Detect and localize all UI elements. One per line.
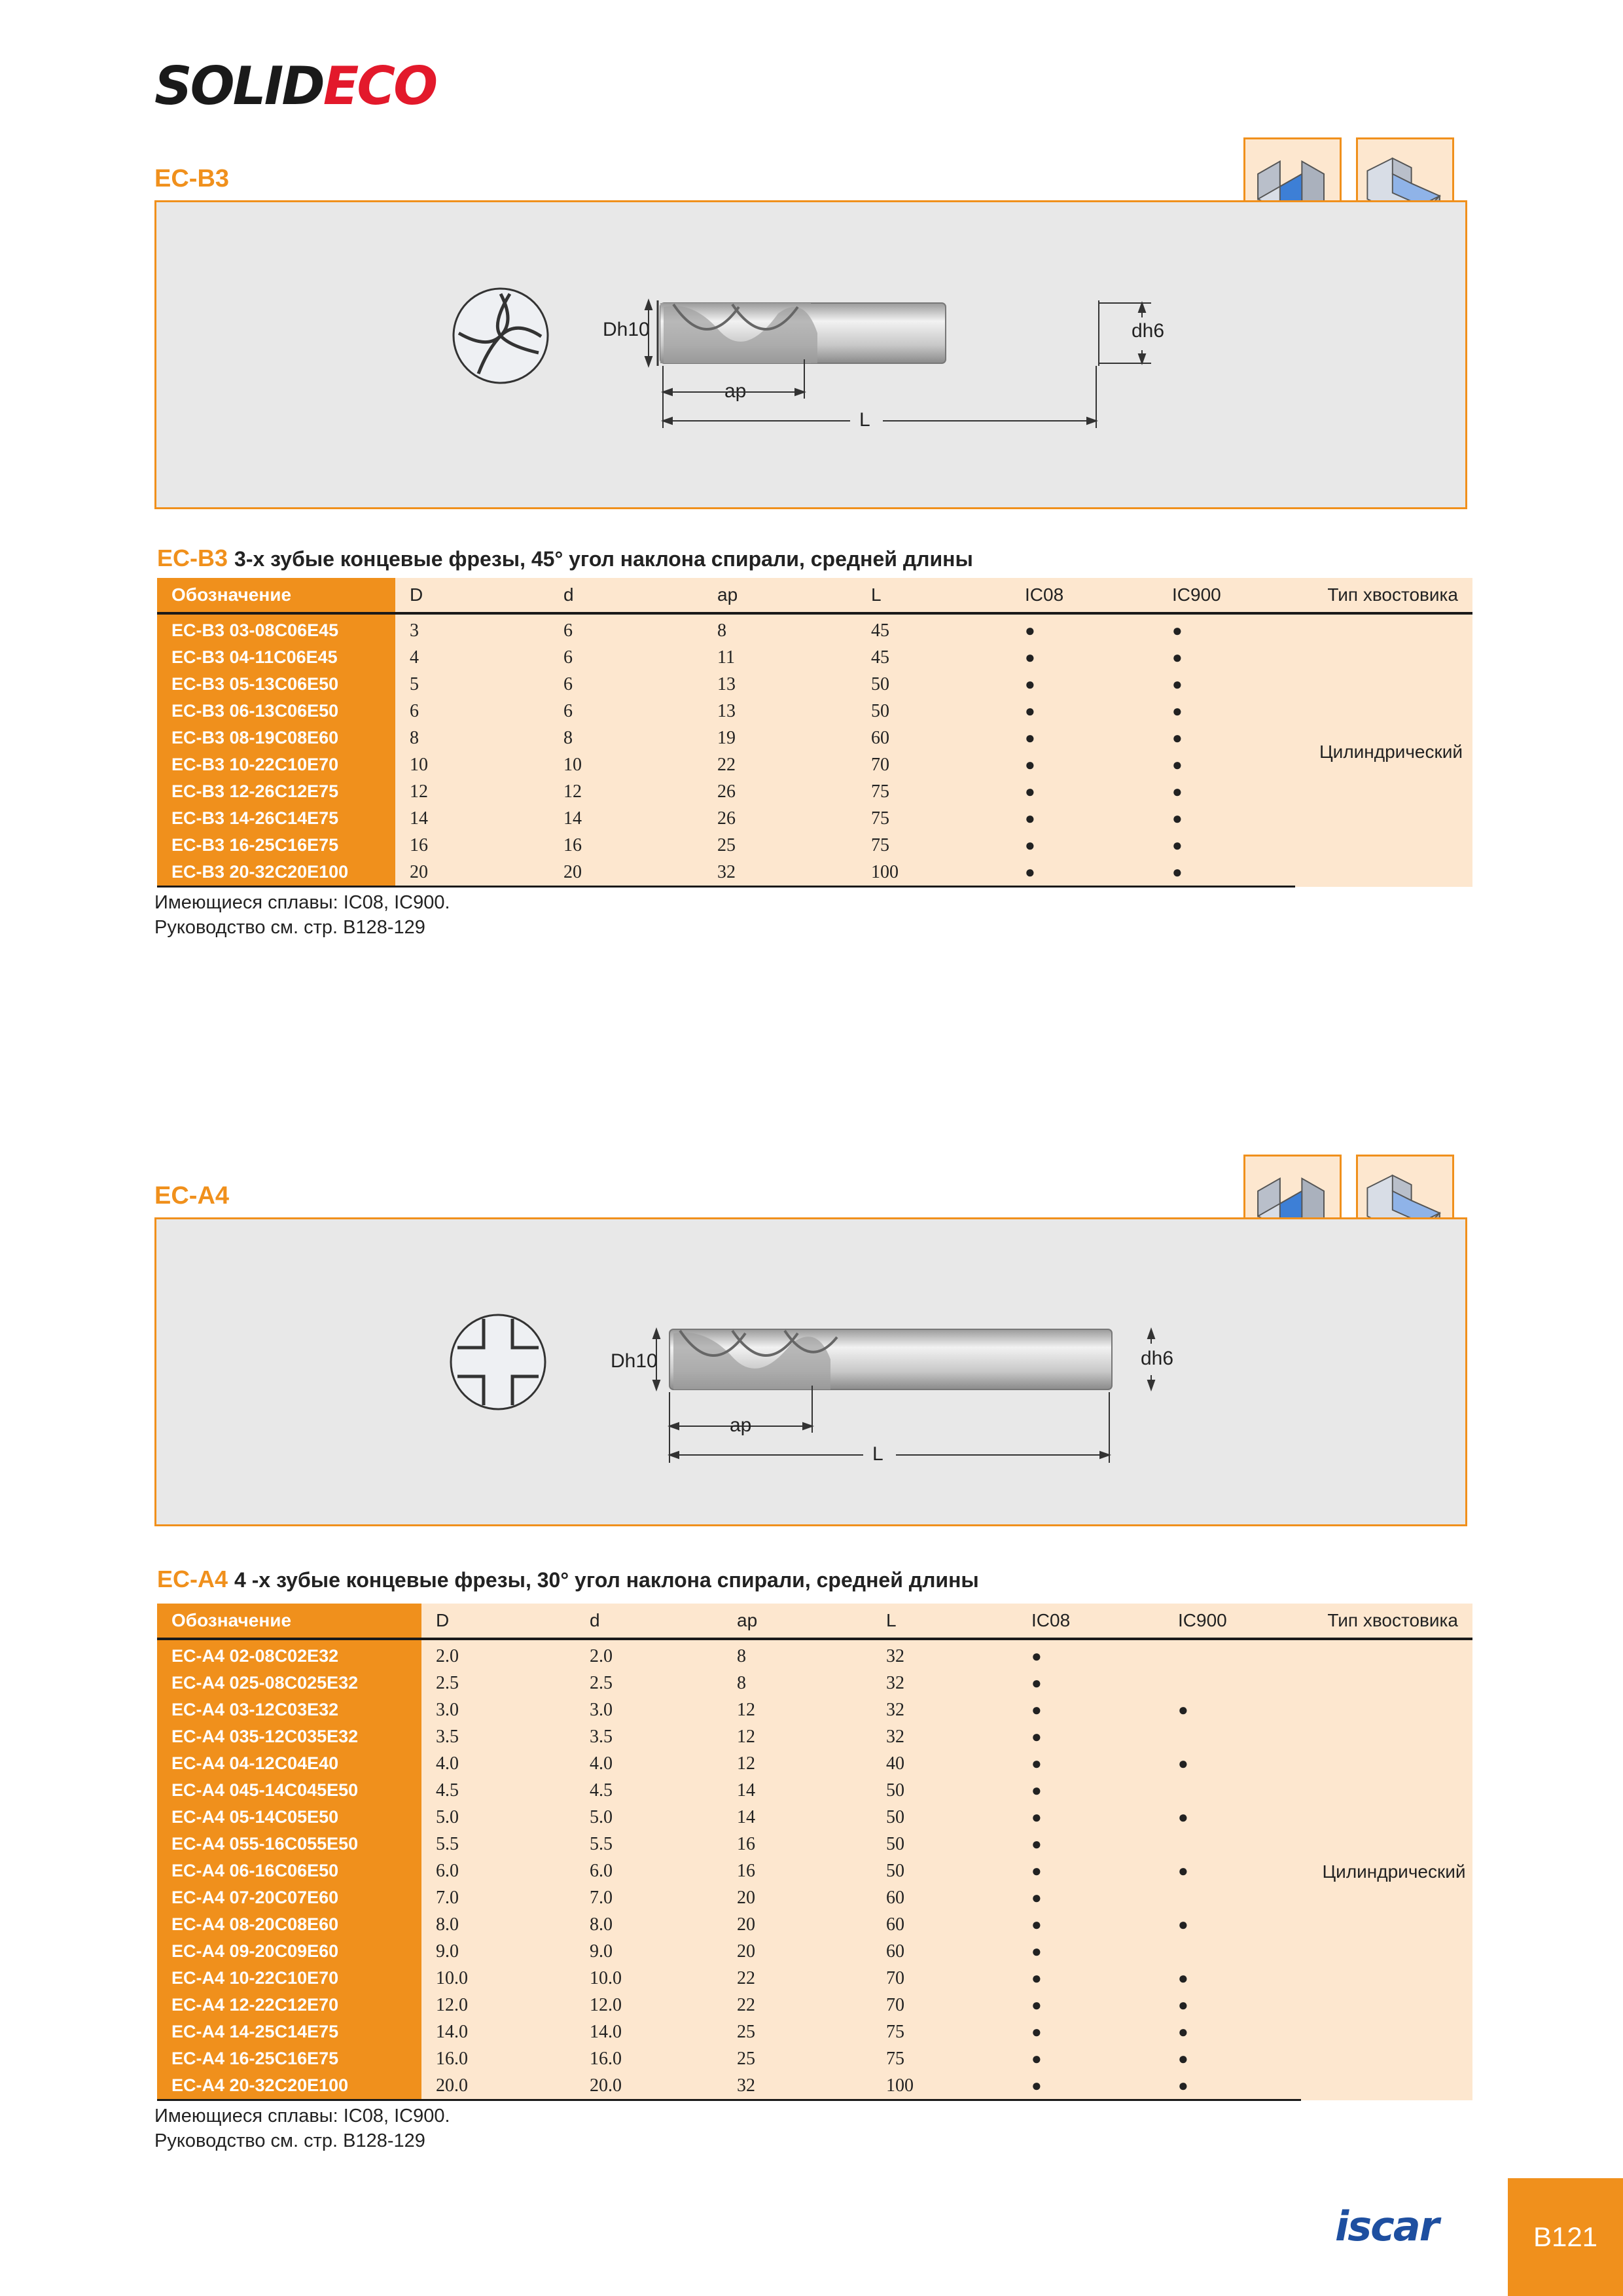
cross-section-icon xyxy=(451,1315,545,1409)
col-header-D: D xyxy=(395,578,549,613)
D-cell: 8 xyxy=(395,725,549,751)
designation-cell: EC-A4 045-14C045E50 xyxy=(157,1777,421,1804)
d-cell: 3.5 xyxy=(575,1723,722,1750)
ic08-cell: ● xyxy=(1017,1884,1164,1911)
ap-cell: 22 xyxy=(722,1992,872,2018)
designation-cell: EC-B3 05-13C06E50 xyxy=(157,671,395,698)
logo-part-eco: ECO xyxy=(323,56,437,117)
table-row xyxy=(157,644,1472,671)
D-cell: 2.5 xyxy=(421,1670,575,1696)
ic08-cell: ● xyxy=(1017,1938,1164,1965)
label-L: L xyxy=(872,1443,883,1465)
D-cell: 14.0 xyxy=(421,2018,575,2045)
D-cell: 20.0 xyxy=(421,2072,575,2100)
note-guide: Руководство см. стр. B128-129 xyxy=(154,917,425,938)
ap-cell: 22 xyxy=(722,1965,872,1992)
ap-cell: 26 xyxy=(703,805,857,832)
table-row xyxy=(157,1670,1472,1696)
table-row xyxy=(157,1965,1472,1992)
ic08-cell: ● xyxy=(1017,1831,1164,1857)
ic900-cell: ● xyxy=(1158,671,1295,698)
col-header-ic900: IC900 xyxy=(1164,1604,1301,1639)
designation-cell: EC-B3 16-25C16E75 xyxy=(157,832,395,859)
L-cell: 45 xyxy=(857,644,1010,671)
designation-cell: EC-B3 03-08C06E45 xyxy=(157,613,395,644)
L-cell: 32 xyxy=(872,1639,1017,1670)
ap-cell: 8 xyxy=(722,1639,872,1670)
ic08-cell: ● xyxy=(1010,698,1158,725)
label-dh10: Dh10 xyxy=(611,1350,658,1372)
d-cell: 16.0 xyxy=(575,2045,722,2072)
L-cell: 75 xyxy=(857,778,1010,805)
designation-cell: EC-A4 025-08C025E32 xyxy=(157,1670,421,1696)
ap-cell: 22 xyxy=(703,751,857,778)
ic08-cell: ● xyxy=(1017,1992,1164,2018)
notes-ec-b3 xyxy=(154,890,450,940)
ap-cell: 19 xyxy=(703,725,857,751)
D-cell: 20 xyxy=(395,859,549,887)
L-cell: 60 xyxy=(872,1911,1017,1938)
L-cell: 50 xyxy=(872,1857,1017,1884)
designation-cell: EC-B3 20-32C20E100 xyxy=(157,859,395,887)
d-cell: 16 xyxy=(549,832,703,859)
label-L: L xyxy=(859,409,870,431)
table-header-row xyxy=(157,578,1472,613)
ic900-cell: ● xyxy=(1164,1750,1301,1777)
L-cell: 70 xyxy=(857,751,1010,778)
L-cell: 40 xyxy=(872,1750,1017,1777)
D-cell: 16 xyxy=(395,832,549,859)
notes-ec-a4 xyxy=(154,2104,450,2153)
designation-cell: EC-B3 10-22C10E70 xyxy=(157,751,395,778)
d-cell: 6 xyxy=(549,613,703,644)
ic900-cell: ● xyxy=(1158,698,1295,725)
ap-cell: 26 xyxy=(703,778,857,805)
shank-type-cell: Цилиндрический xyxy=(1295,613,1472,887)
ic900-cell: ● xyxy=(1158,644,1295,671)
ap-cell: 12 xyxy=(722,1750,872,1777)
note-alloys: Имеющиеся сплавы: IC08, IC900. xyxy=(154,892,450,913)
d-cell: 2.5 xyxy=(575,1670,722,1696)
spec-table-ec-b3 xyxy=(157,578,1472,888)
designation-cell: EC-B3 04-11C06E45 xyxy=(157,644,395,671)
label-dh10: Dh10 xyxy=(603,319,650,340)
designation-cell: EC-A4 07-20C07E60 xyxy=(157,1884,421,1911)
L-cell: 75 xyxy=(872,2018,1017,2045)
ic900-cell: ● xyxy=(1158,613,1295,644)
d-cell: 6 xyxy=(549,644,703,671)
L-cell: 70 xyxy=(872,1965,1017,1992)
designation-cell: EC-A4 06-16C06E50 xyxy=(157,1857,421,1884)
ap-cell: 12 xyxy=(722,1723,872,1750)
ic900-cell xyxy=(1164,1884,1301,1911)
ic900-cell: ● xyxy=(1164,2072,1301,2100)
designation-cell: EC-B3 12-26C12E75 xyxy=(157,778,395,805)
d-cell: 9.0 xyxy=(575,1938,722,1965)
table-row xyxy=(157,613,1472,644)
D-cell: 10.0 xyxy=(421,1965,575,1992)
d-cell: 20.0 xyxy=(575,2072,722,2100)
table-row xyxy=(157,1696,1472,1723)
table-row xyxy=(157,1911,1472,1938)
ic08-cell: ● xyxy=(1017,1857,1164,1884)
tool-drawing-ec-b3 xyxy=(154,200,1467,509)
ic08-cell: ● xyxy=(1017,1639,1164,1670)
L-cell: 50 xyxy=(857,671,1010,698)
table-row xyxy=(157,671,1472,698)
ic900-cell: ● xyxy=(1158,725,1295,751)
designation-cell: EC-A4 02-08C02E32 xyxy=(157,1639,421,1670)
col-header-L: L xyxy=(872,1604,1017,1639)
D-cell: 4.0 xyxy=(421,1750,575,1777)
table-row xyxy=(157,698,1472,725)
ap-cell: 32 xyxy=(703,859,857,887)
iscar-logo: iscar xyxy=(1335,2202,1438,2250)
ap-cell: 20 xyxy=(722,1911,872,1938)
designation-cell: EC-A4 10-22C10E70 xyxy=(157,1965,421,1992)
ic08-cell: ● xyxy=(1017,1723,1164,1750)
ap-cell: 13 xyxy=(703,671,857,698)
table-row xyxy=(157,1884,1472,1911)
table-row xyxy=(157,1992,1472,2018)
designation-cell: EC-A4 12-22C12E70 xyxy=(157,1992,421,2018)
L-cell: 60 xyxy=(857,725,1010,751)
ic900-cell: ● xyxy=(1158,859,1295,887)
D-cell: 8.0 xyxy=(421,1911,575,1938)
designation-cell: EC-A4 14-25C14E75 xyxy=(157,2018,421,2045)
ic900-cell: ● xyxy=(1158,778,1295,805)
table-header-row xyxy=(157,1604,1472,1639)
ic900-cell xyxy=(1164,1777,1301,1804)
ic900-cell: ● xyxy=(1164,1992,1301,2018)
ic900-cell: ● xyxy=(1158,832,1295,859)
ic08-cell: ● xyxy=(1017,1670,1164,1696)
d-cell: 12 xyxy=(549,778,703,805)
table-code: EC-B3 xyxy=(157,545,228,571)
ic900-cell: ● xyxy=(1164,2018,1301,2045)
ap-cell: 20 xyxy=(722,1884,872,1911)
col-header-D: D xyxy=(421,1604,575,1639)
designation-cell: EC-B3 08-19C08E60 xyxy=(157,725,395,751)
label-dh6: dh6 xyxy=(1141,1348,1174,1369)
page-number: B121 xyxy=(1508,2178,1623,2296)
label-ap: ap xyxy=(724,380,747,402)
ic08-cell: ● xyxy=(1017,1750,1164,1777)
L-cell: 32 xyxy=(872,1696,1017,1723)
D-cell: 3.0 xyxy=(421,1696,575,1723)
table-row xyxy=(157,805,1472,832)
D-cell: 9.0 xyxy=(421,1938,575,1965)
ap-cell: 14 xyxy=(722,1777,872,1804)
ap-cell: 12 xyxy=(722,1696,872,1723)
D-cell: 16.0 xyxy=(421,2045,575,2072)
ic08-cell: ● xyxy=(1017,2045,1164,2072)
note-guide: Руководство см. стр. B128-129 xyxy=(154,2130,425,2151)
ic08-cell: ● xyxy=(1017,2018,1164,2045)
D-cell: 5.5 xyxy=(421,1831,575,1857)
ap-cell: 25 xyxy=(722,2045,872,2072)
D-cell: 3 xyxy=(395,613,549,644)
designation-cell: EC-A4 035-12C035E32 xyxy=(157,1723,421,1750)
ic900-cell xyxy=(1164,1723,1301,1750)
section-title-ec-b3: EC-B3 xyxy=(154,165,230,192)
L-cell: 50 xyxy=(872,1831,1017,1857)
ap-cell: 25 xyxy=(722,2018,872,2045)
L-cell: 60 xyxy=(872,1938,1017,1965)
col-header-d: d xyxy=(575,1604,722,1639)
d-cell: 2.0 xyxy=(575,1639,722,1670)
col-header-ap: ap xyxy=(703,578,857,613)
d-cell: 14 xyxy=(549,805,703,832)
col-header-ic900: IC900 xyxy=(1158,578,1295,613)
L-cell: 50 xyxy=(857,698,1010,725)
D-cell: 3.5 xyxy=(421,1723,575,1750)
ic900-cell: ● xyxy=(1164,1804,1301,1831)
label-dh6: dh6 xyxy=(1132,320,1165,342)
ap-cell: 11 xyxy=(703,644,857,671)
ic08-cell: ● xyxy=(1010,671,1158,698)
ic08-cell: ● xyxy=(1010,805,1158,832)
L-cell: 32 xyxy=(872,1723,1017,1750)
table-row xyxy=(157,1777,1472,1804)
L-cell: 100 xyxy=(857,859,1010,887)
ic08-cell: ● xyxy=(1010,725,1158,751)
ic08-cell: ● xyxy=(1017,1911,1164,1938)
ic900-cell: ● xyxy=(1158,751,1295,778)
col-header-designation: Обозначение xyxy=(157,578,395,613)
L-cell: 32 xyxy=(872,1670,1017,1696)
ic900-cell: ● xyxy=(1164,1696,1301,1723)
table-row xyxy=(157,859,1472,887)
col-header-shank: Тип хвостовика xyxy=(1301,1604,1472,1639)
L-cell: 45 xyxy=(857,613,1010,644)
designation-cell: EC-A4 04-12C04E40 xyxy=(157,1750,421,1777)
ic900-cell: ● xyxy=(1158,805,1295,832)
d-cell: 8.0 xyxy=(575,1911,722,1938)
ic900-cell: ● xyxy=(1164,1965,1301,1992)
ap-cell: 16 xyxy=(722,1831,872,1857)
table-row xyxy=(157,2072,1472,2100)
L-cell: 50 xyxy=(872,1804,1017,1831)
ap-cell: 16 xyxy=(722,1857,872,1884)
L-cell: 100 xyxy=(872,2072,1017,2100)
ic08-cell: ● xyxy=(1010,778,1158,805)
col-header-ic08: IC08 xyxy=(1010,578,1158,613)
d-cell: 5.5 xyxy=(575,1831,722,1857)
logo-part-solid: SOLID xyxy=(154,56,323,117)
table-description: 3-х зубые концевые фрезы, 45° угол наклона спирали, средней длины xyxy=(234,547,973,571)
L-cell: 70 xyxy=(872,1992,1017,2018)
ap-cell: 8 xyxy=(722,1670,872,1696)
designation-cell: EC-A4 09-20C09E60 xyxy=(157,1938,421,1965)
L-cell: 60 xyxy=(872,1884,1017,1911)
d-cell: 3.0 xyxy=(575,1696,722,1723)
D-cell: 6 xyxy=(395,698,549,725)
d-cell: 6 xyxy=(549,698,703,725)
col-header-d: d xyxy=(549,578,703,613)
designation-cell: EC-B3 06-13C06E50 xyxy=(157,698,395,725)
d-cell: 10.0 xyxy=(575,1965,722,1992)
D-cell: 2.0 xyxy=(421,1639,575,1670)
ap-cell: 13 xyxy=(703,698,857,725)
D-cell: 14 xyxy=(395,805,549,832)
ic08-cell: ● xyxy=(1017,2072,1164,2100)
ap-cell: 25 xyxy=(703,832,857,859)
ap-cell: 32 xyxy=(722,2072,872,2100)
d-cell: 14.0 xyxy=(575,2018,722,2045)
ic900-cell: ● xyxy=(1164,1857,1301,1884)
L-cell: 75 xyxy=(857,832,1010,859)
table-body xyxy=(157,1639,1472,2100)
ic08-cell: ● xyxy=(1010,751,1158,778)
col-header-ic08: IC08 xyxy=(1017,1604,1164,1639)
ic08-cell: ● xyxy=(1017,1777,1164,1804)
L-cell: 50 xyxy=(872,1777,1017,1804)
table-title-ec-a4 xyxy=(157,1566,979,1593)
table-body xyxy=(157,613,1472,887)
col-header-designation: Обозначение xyxy=(157,1604,421,1639)
D-cell: 4.5 xyxy=(421,1777,575,1804)
d-cell: 12.0 xyxy=(575,1992,722,2018)
d-cell: 7.0 xyxy=(575,1884,722,1911)
table-row xyxy=(157,1723,1472,1750)
col-header-shank: Тип хвостовика xyxy=(1295,578,1472,613)
ic08-cell: ● xyxy=(1010,832,1158,859)
table-description: 4 -х зубые концевые фрезы, 30° угол наклона спирали, средней длины xyxy=(234,1568,979,1592)
ic900-cell xyxy=(1164,1938,1301,1965)
ic08-cell: ● xyxy=(1017,1965,1164,1992)
col-header-L: L xyxy=(857,578,1010,613)
D-cell: 4 xyxy=(395,644,549,671)
designation-cell: EC-A4 03-12C03E32 xyxy=(157,1696,421,1723)
table-row xyxy=(157,832,1472,859)
L-cell: 75 xyxy=(872,2045,1017,2072)
d-cell: 8 xyxy=(549,725,703,751)
d-cell: 6 xyxy=(549,671,703,698)
ic08-cell: ● xyxy=(1010,859,1158,887)
table-code: EC-A4 xyxy=(157,1566,228,1592)
ic08-cell: ● xyxy=(1017,1804,1164,1831)
D-cell: 6.0 xyxy=(421,1857,575,1884)
table-row xyxy=(157,751,1472,778)
table-row xyxy=(157,2045,1472,2072)
tool-drawing-ec-a4 xyxy=(154,1217,1467,1526)
D-cell: 5.0 xyxy=(421,1804,575,1831)
label-ap: ap xyxy=(730,1414,752,1436)
note-alloys: Имеющиеся сплавы: IC08, IC900. xyxy=(154,2106,450,2126)
ic08-cell: ● xyxy=(1010,613,1158,644)
table-row xyxy=(157,1831,1472,1857)
table-row xyxy=(157,2018,1472,2045)
ap-cell: 20 xyxy=(722,1938,872,1965)
designation-cell: EC-A4 055-16C055E50 xyxy=(157,1831,421,1857)
d-cell: 10 xyxy=(549,751,703,778)
table-row xyxy=(157,1804,1472,1831)
D-cell: 12.0 xyxy=(421,1992,575,2018)
d-cell: 6.0 xyxy=(575,1857,722,1884)
shank-type-cell: Цилиндрический xyxy=(1301,1639,1472,2100)
table-row xyxy=(157,1938,1472,1965)
end-mill-side-view xyxy=(669,1329,1112,1390)
d-cell: 5.0 xyxy=(575,1804,722,1831)
d-cell: 4.5 xyxy=(575,1777,722,1804)
D-cell: 10 xyxy=(395,751,549,778)
table-row xyxy=(157,778,1472,805)
ic08-cell: ● xyxy=(1017,1696,1164,1723)
section-title-ec-a4: EC-A4 xyxy=(154,1182,230,1210)
table-title-ec-b3 xyxy=(157,545,973,572)
table-row xyxy=(157,1639,1472,1670)
table-row xyxy=(157,1857,1472,1884)
col-header-ap: ap xyxy=(722,1604,872,1639)
ic900-cell: ● xyxy=(1164,1911,1301,1938)
table-row xyxy=(157,1750,1472,1777)
ap-cell: 8 xyxy=(703,613,857,644)
table-row xyxy=(157,725,1472,751)
designation-cell: EC-A4 08-20C08E60 xyxy=(157,1911,421,1938)
designation-cell: EC-A4 16-25C16E75 xyxy=(157,2045,421,2072)
designation-cell: EC-A4 05-14C05E50 xyxy=(157,1804,421,1831)
D-cell: 7.0 xyxy=(421,1884,575,1911)
D-cell: 12 xyxy=(395,778,549,805)
ap-cell: 14 xyxy=(722,1804,872,1831)
designation-cell: EC-B3 14-26C14E75 xyxy=(157,805,395,832)
ic900-cell xyxy=(1164,1670,1301,1696)
ic08-cell: ● xyxy=(1010,644,1158,671)
spec-table-ec-a4 xyxy=(157,1604,1472,2101)
d-cell: 20 xyxy=(549,859,703,887)
d-cell: 4.0 xyxy=(575,1750,722,1777)
ic900-cell xyxy=(1164,1639,1301,1670)
D-cell: 5 xyxy=(395,671,549,698)
designation-cell: EC-A4 20-32C20E100 xyxy=(157,2072,421,2100)
L-cell: 75 xyxy=(857,805,1010,832)
ic900-cell: ● xyxy=(1164,2045,1301,2072)
ic900-cell xyxy=(1164,1831,1301,1857)
solideco-logo xyxy=(154,56,437,117)
